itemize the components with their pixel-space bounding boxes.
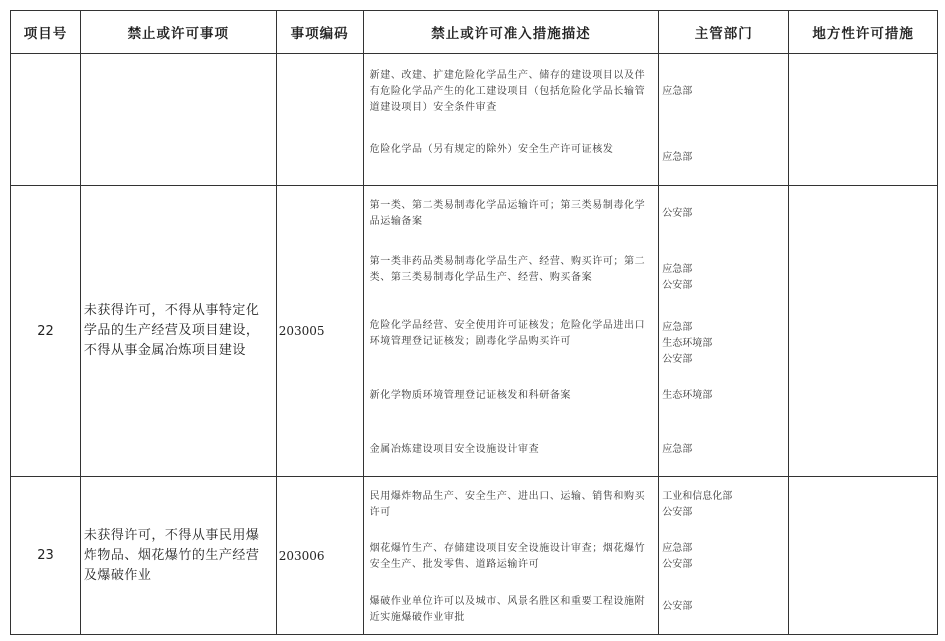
measure-cell: [364, 54, 660, 186]
measure-description: 新化学物质环境管理登记证核发和科研备案: [369, 390, 572, 401]
table-row: [10, 54, 938, 186]
item-number: [11, 54, 81, 186]
header-measure-description: 禁止或许可准入措施描述: [364, 11, 660, 54]
department-text: 公安部: [662, 601, 693, 612]
department-cell: [659, 54, 789, 186]
header-item-number: 项目号: [11, 11, 81, 54]
local-measure-cell: [789, 186, 938, 477]
item-number: 22: [11, 186, 81, 477]
matter-code: 203005: [277, 186, 364, 477]
department-text: 应急部 生态环境部 公安部: [662, 322, 713, 365]
measure-description: 危险化学品经营、安全使用许可证核发；危险化学品进出口环境管理登记证核发；剧毒化学品购买许可: [369, 320, 646, 347]
department-text: 工业和信息化部 公安部: [662, 491, 733, 518]
local-measure-cell: [789, 54, 938, 186]
regulation-table: [10, 10, 938, 635]
table-row: [10, 186, 938, 477]
measure-cell: [364, 186, 660, 477]
measure-description: 危险化学品（另有规定的除外）安全生产许可证核发: [369, 144, 614, 155]
measure-description: 烟花爆竹生产、存储建设项目安全设施设计审查；烟花爆竹安全生产、批发零售、道路运输许可: [369, 543, 646, 570]
department-text: 应急部 公安部: [662, 543, 693, 570]
department-text: 应急部 公安部: [662, 264, 693, 291]
measure-description: 爆破作业单位许可以及城市、风景名胜区和重要工程设施附近实施爆破作业审批: [369, 596, 646, 623]
matter-text: [81, 54, 277, 186]
department-cell: [659, 477, 789, 635]
measure-description: 新建、改建、扩建危险化学品生产、储存的建设项目以及伴有危险化学品产生的化工建设项目（包括危险化学品长输管道建设项目）安全条件审查: [369, 70, 646, 113]
measure-description: 第一类非药品类易制毒化学品生产、经营、购买许可；第二类、第三类易制毒化学品生产、经营、购买备案: [369, 256, 646, 283]
department-text: 应急部: [662, 444, 693, 455]
department-cell: [659, 186, 789, 477]
measure-description: 金属冶炼建设项目安全设施设计审查: [369, 444, 540, 455]
header-row: [10, 10, 938, 54]
local-measure-cell: [789, 477, 938, 635]
header-local-measures: 地方性许可措施: [789, 11, 938, 54]
matter-text: 未获得许可，不得从事特定化学品的生产经营及项目建设，不得从事金属冶炼项目建设: [81, 186, 277, 477]
header-code: 事项编码: [277, 11, 364, 54]
measure-description: 民用爆炸物品生产、安全生产、进出口、运输、销售和购买许可: [369, 491, 646, 518]
measure-description: 第一类、第二类易制毒化学品运输许可；第三类易制毒化学品运输备案: [369, 200, 646, 227]
header-department: 主管部门: [659, 11, 789, 54]
matter-code: 203006: [277, 477, 364, 635]
department-text: 公安部: [662, 208, 693, 219]
matter-text: 未获得许可，不得从事民用爆炸物品、烟花爆竹的生产经营及爆破作业: [81, 477, 277, 635]
table-row: [10, 477, 938, 635]
header-matter: 禁止或许可事项: [81, 11, 277, 54]
item-number: 23: [11, 477, 81, 635]
department-text: 生态环境部: [662, 390, 713, 401]
department-text: 应急部: [662, 86, 693, 97]
department-text: 应急部: [662, 152, 693, 163]
matter-code: [277, 54, 364, 186]
measure-cell: [364, 477, 660, 635]
